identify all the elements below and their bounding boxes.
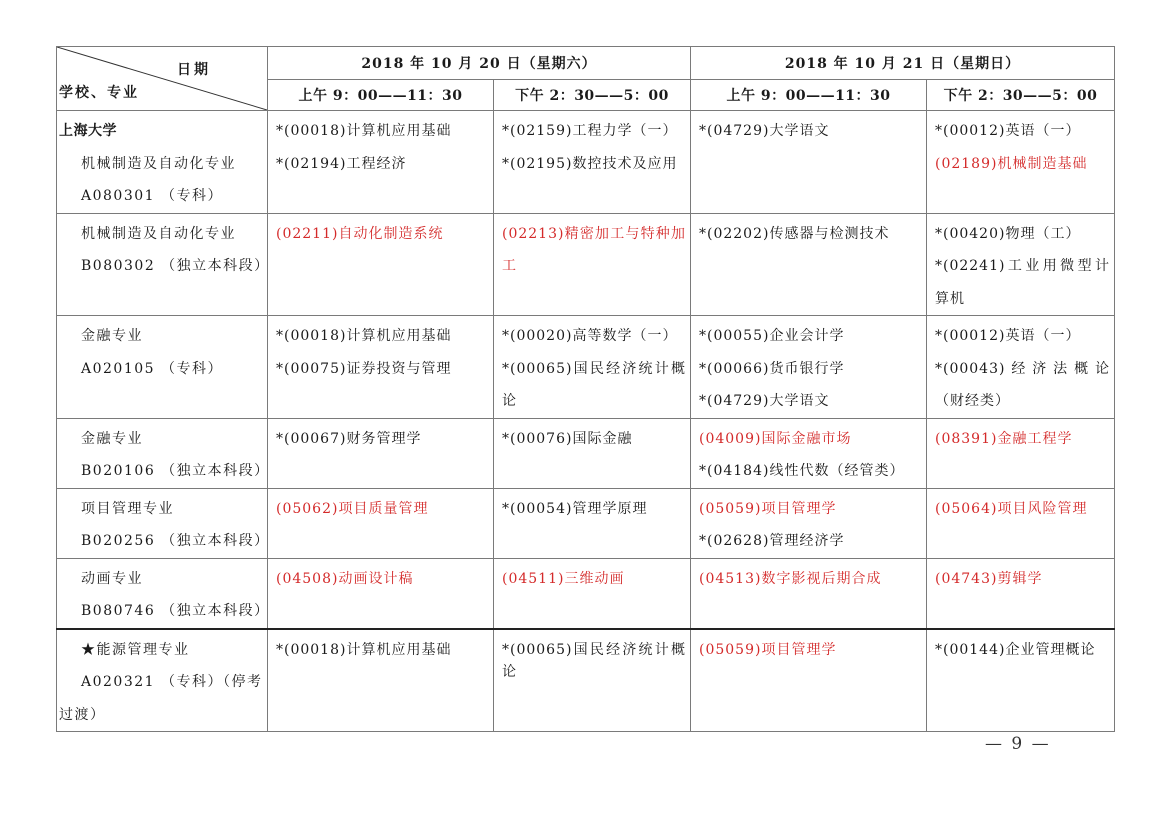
table-row: [57, 558, 1115, 629]
course-item: (02189)机械制造基础: [935, 155, 1088, 172]
major-code: A020105 （专科）: [81, 360, 224, 377]
course-cell: [691, 111, 927, 214]
major-name: 机械制造及自动化专业: [81, 225, 236, 242]
course-item: (04513)数字影视后期合成: [699, 570, 882, 587]
course-item: *(00420)物理（工）: [935, 225, 1081, 242]
slot-header-sat-am: 上午 9：00——11：30: [268, 80, 494, 111]
course-item: *(04184)线性代数（经管类）: [699, 463, 905, 479]
course-item: *(02159)工程力学（一）: [502, 123, 678, 139]
major-name: 动画专业: [81, 570, 143, 587]
course-cell: [927, 558, 1115, 629]
major-name: 金融专业: [81, 328, 143, 344]
course-item: *(00076)国际金融: [502, 430, 633, 447]
table-row: [57, 111, 1115, 214]
course-item: *(00144)企业管理概论: [935, 641, 1096, 658]
course-cell: [494, 316, 691, 419]
course-item: (04743)剪辑学: [935, 570, 1043, 587]
school-major-cell: [57, 629, 268, 732]
course-cell: [494, 111, 691, 214]
date-header-oct-20: 2018 年 10 月 20 日（星期六）: [268, 47, 691, 80]
course-item: *(00055)企业会计学: [699, 328, 845, 344]
course-cell: [268, 213, 494, 316]
course-item: *(00020)高等数学（一）: [502, 328, 678, 344]
major-name: 项目管理专业: [81, 500, 174, 517]
course-item: *(00066)货币银行学: [699, 360, 845, 377]
major-name: 机械制造及自动化专业: [81, 155, 236, 172]
course-cell: [691, 488, 927, 558]
table-row: [57, 213, 1115, 316]
course-cell: [494, 488, 691, 558]
corner-school-major-label: 学校、专业: [59, 85, 139, 101]
course-item: *(00065)国民经济统计概论: [502, 360, 686, 409]
course-cell: [691, 316, 927, 419]
course-item: *(04729)大学语文: [699, 123, 830, 139]
school-name: 上海大学: [59, 123, 117, 139]
course-cell: [268, 418, 494, 488]
major-code: B080746 （独立本科段）: [81, 603, 270, 619]
course-cell: [691, 558, 927, 629]
course-item: *(00018)计算机应用基础: [276, 641, 452, 658]
school-major-cell: [57, 213, 268, 316]
major-code: B020106 （独立本科段）: [81, 463, 270, 479]
course-cell: [494, 558, 691, 629]
school-major-cell: [57, 418, 268, 488]
table-row: [57, 418, 1115, 488]
slot-header-sat-pm: 下午 2：30——5：00: [494, 80, 691, 111]
slot-header-sun-am: 上午 9：00——11：30: [691, 80, 927, 111]
course-cell: [268, 111, 494, 214]
course-item: *(00043)经济法概论（财经类）: [935, 360, 1110, 409]
course-item: *(04729)大学语文: [699, 393, 830, 409]
course-item: *(00075)证券投资与管理: [276, 360, 452, 377]
course-cell: [691, 418, 927, 488]
major-name: ★能源管理专业: [81, 641, 190, 658]
major-code: A020321 （专科）（停考: [81, 674, 263, 690]
course-cell: [927, 316, 1115, 419]
course-cell: [927, 111, 1115, 214]
major-code-continued: 过渡）: [59, 706, 106, 723]
course-cell: [494, 629, 691, 732]
course-item: *(00067)财务管理学: [276, 430, 422, 447]
header-corner-cell: [57, 47, 268, 111]
course-item: (05062)项目质量管理: [276, 500, 429, 517]
course-cell: [927, 418, 1115, 488]
table-row: [57, 629, 1115, 732]
course-cell: [927, 488, 1115, 558]
corner-date-label: 日期: [177, 62, 211, 78]
course-cell: [268, 488, 494, 558]
school-major-cell: [57, 316, 268, 419]
course-item: (08391)金融工程学: [935, 430, 1073, 447]
course-item: *(02628)管理经济学: [699, 533, 845, 549]
course-item: (02211)自动化制造系统: [276, 225, 444, 242]
major-code: B020256 （独立本科段）: [81, 533, 270, 549]
course-item: *(00018)计算机应用基础: [276, 123, 452, 139]
course-cell: [494, 213, 691, 316]
course-cell: [494, 418, 691, 488]
course-cell: [268, 629, 494, 732]
school-major-cell: [57, 111, 268, 214]
course-item: (05059)项目管理学: [699, 500, 837, 517]
page-number: — 9 —: [985, 734, 1051, 754]
course-item: (04508)动画设计稿: [276, 570, 414, 587]
table-row: [57, 488, 1115, 558]
table-row: [57, 316, 1115, 419]
course-cell: [268, 316, 494, 419]
school-major-cell: [57, 488, 268, 558]
slot-header-sun-pm: 下午 2：30——5：00: [927, 80, 1115, 111]
course-item: *(00054)管理学原理: [502, 500, 648, 517]
course-item: (02213)精密加工与特种加工: [502, 225, 686, 274]
major-code: A080301 （专科）: [81, 188, 224, 204]
course-item: *(02195)数控技术及应用: [502, 155, 678, 172]
course-item: *(02241)工业用微型计算机: [935, 258, 1110, 307]
school-major-cell: [57, 558, 268, 629]
course-item: *(02194)工程经济: [276, 155, 407, 172]
course-item: (05059)项目管理学: [699, 641, 837, 658]
exam-schedule-table: [56, 46, 1115, 732]
course-item: *(02202)传感器与检测技术: [699, 225, 890, 242]
course-cell: [927, 629, 1115, 732]
course-cell: [691, 629, 927, 732]
date-header-oct-21: 2018 年 10 月 21 日（星期日）: [691, 47, 1115, 80]
course-item: *(00012)英语（一）: [935, 123, 1081, 139]
course-cell: [927, 213, 1115, 316]
major-name: 金融专业: [81, 430, 143, 447]
course-item: (04009)国际金融市场: [699, 430, 852, 447]
course-cell: [691, 213, 927, 316]
course-item: *(00065)国民经济统计概论: [502, 641, 686, 680]
course-item: (04511)三维动画: [502, 570, 625, 587]
course-item: (05064)项目风险管理: [935, 500, 1088, 517]
major-code: B080302 （独立本科段）: [81, 258, 270, 274]
course-item: *(00012)英语（一）: [935, 328, 1081, 344]
course-cell: [268, 558, 494, 629]
course-item: *(00018)计算机应用基础: [276, 328, 452, 344]
